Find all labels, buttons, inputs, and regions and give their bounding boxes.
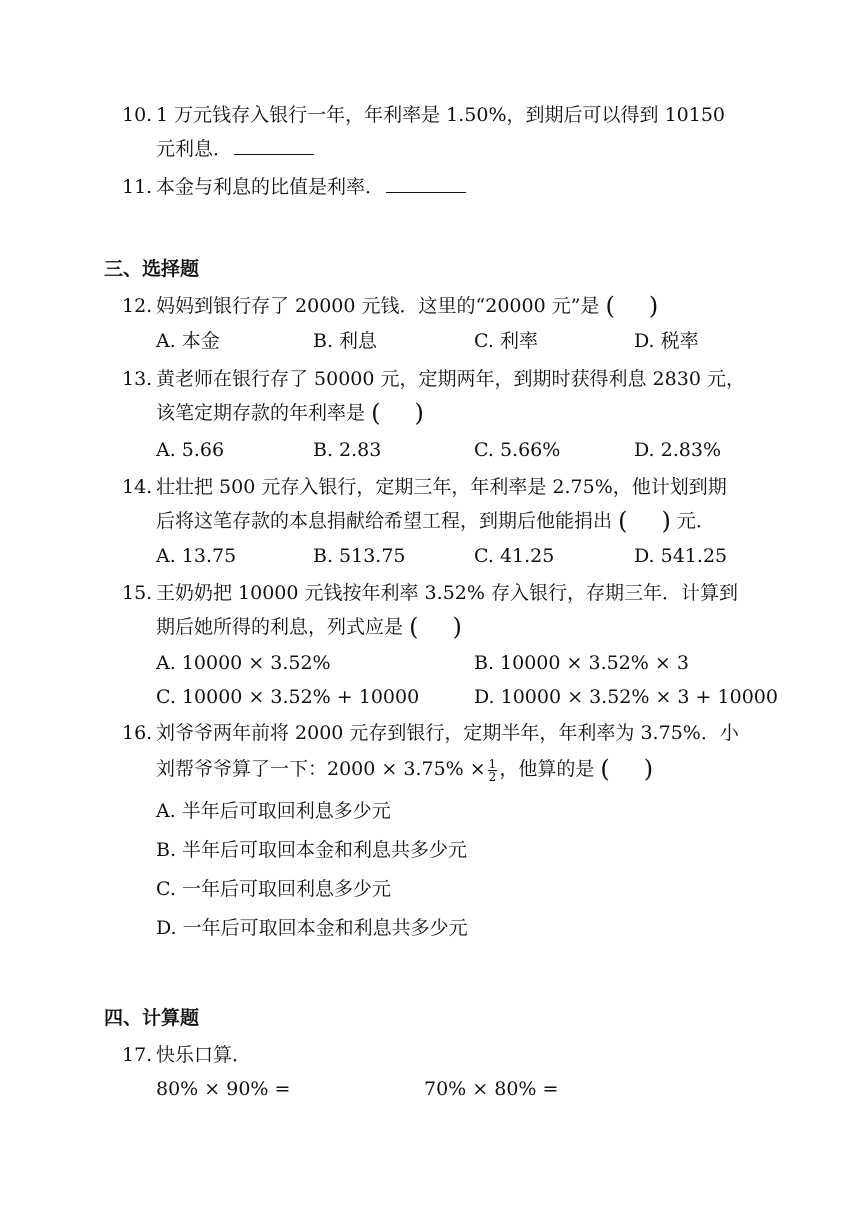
option-a[interactable]: A. 5.66: [156, 439, 225, 461]
option-b[interactable]: B. 10000 × 3.52% × 3: [474, 652, 689, 674]
option-c[interactable]: C. 5.66%: [474, 439, 561, 461]
option-d[interactable]: D. 541.25: [634, 545, 728, 567]
answer-paren-close: ): [643, 755, 654, 783]
option-d[interactable]: D. 税率: [634, 330, 699, 352]
option-a[interactable]: A. 10000 × 3.52%: [156, 652, 331, 674]
question-number: 13.: [122, 368, 153, 390]
answer-blank[interactable]: [386, 174, 466, 193]
answer-paren-close: ): [414, 399, 424, 427]
question-number: 12.: [122, 295, 153, 317]
question-text-line1: 黄老师在银行存了 50000 元，定期两年，到期时获得利息 2830 元，: [156, 368, 745, 390]
fraction-numerator: 1: [488, 756, 497, 771]
option-16-a[interactable]: A. 半年后可取回利息多少元: [156, 800, 391, 822]
answer-paren-open: (: [371, 399, 381, 427]
section-title-calculation: 四、计算题: [104, 1007, 200, 1029]
question-10: [122, 102, 762, 162]
option-b[interactable]: B. 2.83: [313, 439, 382, 461]
answer-paren-close: ): [452, 613, 462, 641]
question-15: [122, 580, 762, 640]
option-c[interactable]: C. 10000 × 3.52% + 10000: [156, 686, 420, 708]
question-14: [122, 474, 762, 534]
option-c[interactable]: C. 利率: [474, 330, 538, 352]
question-text-line2-end: 元．: [676, 510, 715, 532]
question-17: [122, 1042, 762, 1068]
question-text-line2-mid: ，他算的是: [499, 758, 595, 780]
question-number: 17.: [122, 1044, 153, 1066]
option-b[interactable]: B. 利息: [313, 330, 378, 352]
answer-paren-close: ): [648, 292, 659, 320]
question-text-line1: 本金与利息的比值是利率．: [156, 176, 385, 198]
question-text-line1: 快乐口算．: [156, 1044, 252, 1066]
question-16: [122, 720, 762, 783]
question-text-line1: 壮壮把 500 元存入银行，定期三年，年利率是 2.75%，他计划到期: [156, 476, 727, 498]
calc-item-2[interactable]: 70% × 80% =: [424, 1078, 559, 1100]
question-text-line1: 妈妈到银行存了 20000 元钱．这里的“20000 元”是: [156, 295, 600, 317]
question-text-line2: 元利息．: [156, 138, 233, 160]
fraction-one-half: [488, 758, 498, 783]
option-d[interactable]: D. 10000 × 3.52% × 3 + 10000: [474, 686, 778, 708]
question-text-line1: 王奶奶把 10000 元钱按年利率 3.52% 存入银行，存期三年．计算到: [156, 582, 738, 604]
question-number: 15.: [122, 582, 153, 604]
fraction-denominator: 2: [488, 769, 497, 784]
question-number: 10.: [122, 104, 153, 126]
question-text-line2: 后将这笔存款的本息捐献给希望工程，到期后他能捐出: [156, 510, 613, 532]
option-a[interactable]: A. 13.75: [156, 545, 237, 567]
question-text-line2: 刘帮爷爷算了一下：2000 × 3.75% ×: [156, 758, 486, 780]
option-16-d[interactable]: D. 一年后可取回本金和利息共多少元: [156, 917, 468, 939]
question-number: 11.: [122, 176, 153, 198]
question-text-line1: 1 万元钱存入银行一年，年利率是 1.50%，到期后可以得到 10150: [156, 104, 726, 126]
question-text-line2: 期后她所得的利息，列式应是: [156, 616, 404, 638]
question-text-line1: 刘爷爷两年前将 2000 元存到银行，定期半年，年利率为 3.75%．小: [156, 722, 739, 744]
option-c[interactable]: C. 41.25: [474, 545, 555, 567]
question-11: [122, 174, 762, 200]
option-a[interactable]: A. 本金: [156, 330, 220, 352]
option-d[interactable]: D. 2.83%: [634, 439, 721, 461]
option-16-b[interactable]: B. 半年后可取回本金和利息共多少元: [156, 839, 468, 861]
answer-paren-close: ): [661, 507, 671, 535]
question-12: [122, 293, 762, 319]
option-b[interactable]: B. 513.75: [313, 545, 406, 567]
answer-paren-open: (: [605, 292, 615, 320]
section-title-choice: 三、选择题: [104, 258, 200, 280]
calc-item-1[interactable]: 80% × 90% =: [156, 1078, 291, 1100]
answer-paren-open: (: [600, 755, 610, 783]
answer-paren-open: (: [618, 507, 628, 535]
question-number: 14.: [122, 476, 153, 498]
answer-paren-open: (: [409, 613, 419, 641]
question-text-line2: 该笔定期存款的年利率是: [156, 402, 366, 424]
option-16-c[interactable]: C. 一年后可取回利息多少元: [156, 878, 391, 900]
question-number: 16.: [122, 722, 153, 744]
question-13: [122, 366, 762, 426]
answer-blank[interactable]: [234, 136, 314, 155]
